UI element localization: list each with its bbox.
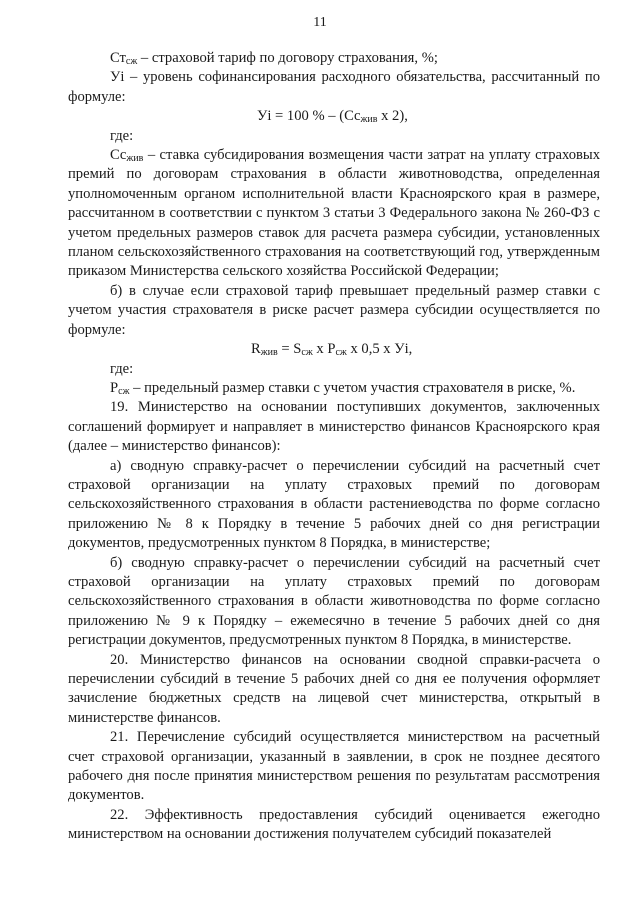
text-run: 22. Эффективность предоставления субсидий оценивается ежегодно министерством на основании достижения получателем субсидий показателей <box>68 806 600 843</box>
page-number: 11 <box>313 15 327 30</box>
text-run: х Р <box>312 341 336 358</box>
paragraph <box>68 68 600 107</box>
paragraph <box>68 806 600 845</box>
subscript: жив <box>260 347 278 359</box>
text-run: – предельный размер ставки с учетом участия страхователя в риске, %. <box>129 379 576 396</box>
text-run: – ставка субсидирования возмещения части затрат на уплату страховых премий по договорам страхования в области животноводства, определенная уполномоченным органом исполнительной власти Красноярского края в размере, рассчитанном в соответствии с пунктом 3 статьи 3 Федерального закона № 260-ФЗ с учетом предельных размеров ставок для расчета размера субсидии, установленных планом сельскохозяйственного страхования на соответствующий год, утвержденным приказом Министерства сельского хозяйства Российской Федерации; <box>68 147 600 280</box>
paragraph <box>68 554 600 651</box>
text-run: – страховой тариф по договору страхования, %; <box>137 50 438 66</box>
subscript: жив <box>360 114 378 126</box>
paragraph <box>68 282 600 340</box>
text-run: R <box>251 341 261 358</box>
subscript: жив <box>126 153 144 165</box>
paragraph <box>68 340 600 359</box>
document-body <box>68 49 600 845</box>
subscript: сж <box>301 347 313 359</box>
text-run: = S <box>277 341 302 358</box>
text-run: б) сводную справку-расчет о перечислении субсидий на расчетный счет страховой организации на уплату страховых премий по договорам сельскохозяйственного страхования в области животноводства по форме согласно приложению № 9 к Порядку – ежемесячно в течение 5 рабочих дней со дня регистрации документов, предусмотренных пунктом 8 Порядка, в министерстве. <box>68 554 600 649</box>
text-run: х 0,5 х Уi, <box>346 341 413 358</box>
text-run: где: <box>110 127 134 144</box>
paragraph <box>68 49 600 68</box>
text-run: Ст <box>110 50 126 66</box>
text-run: б) в случае если страховой тариф превышает предельный размер ставки с учетом участия страхователя в риске расчет размера субсидии осуществляется по формуле: <box>68 282 600 338</box>
text-run: Р <box>110 379 119 396</box>
text-run: х 2), <box>377 108 408 125</box>
subscript: сж <box>118 385 130 397</box>
text-run: Сс <box>110 147 127 164</box>
text-run: где: <box>110 360 134 377</box>
paragraph <box>68 127 600 146</box>
paragraph <box>68 457 600 554</box>
text-run: 19. Министерство на основании поступивших документов, заключенных соглашений формирует и направляет в министерство финансов Красноярского края (далее – министерство финансов): <box>68 399 600 455</box>
text-run: а) сводную справку-расчет о перечислении субсидий на расчетный счет страховой организации на уплату страховых премий по договорам сельскохозяйственного страхования в области растениеводства по форме согласно приложению № 8 к Порядку в течение 5 рабочих дней со дня регистрации документов, предусмотренных пунктом 8 Порядка, в министерстве; <box>68 457 600 552</box>
paragraph <box>68 146 600 282</box>
paragraph <box>68 398 600 456</box>
text-run: 20. Министерство финансов на основании сводной справки-расчета о перечислении субсидий в течение 5 рабочих дней со дня ее получения оформляет зачисление бюджетных средств на лицевой счет министерства, открытый в министерстве финансов. <box>68 651 600 726</box>
subscript: сж <box>125 56 138 67</box>
paragraph <box>68 107 600 126</box>
text-run: Уi – уровень софинансирования расходного обязательства, рассчитанный по формуле: <box>68 69 600 105</box>
subscript: сж <box>335 347 347 359</box>
paragraph <box>68 360 600 379</box>
paragraph <box>68 728 600 806</box>
text-run: 21. Перечисление субсидий осуществляется министерством на расчетный счет страховой организации, указанный в заявлении, в срок не позднее десятого рабочего дня после принятия министерством решения по результатам рассмотрения документов. <box>68 729 600 804</box>
paragraph <box>68 651 600 729</box>
paragraph <box>68 379 600 398</box>
text-run: Уi = 100 % – (Сс <box>257 108 361 125</box>
